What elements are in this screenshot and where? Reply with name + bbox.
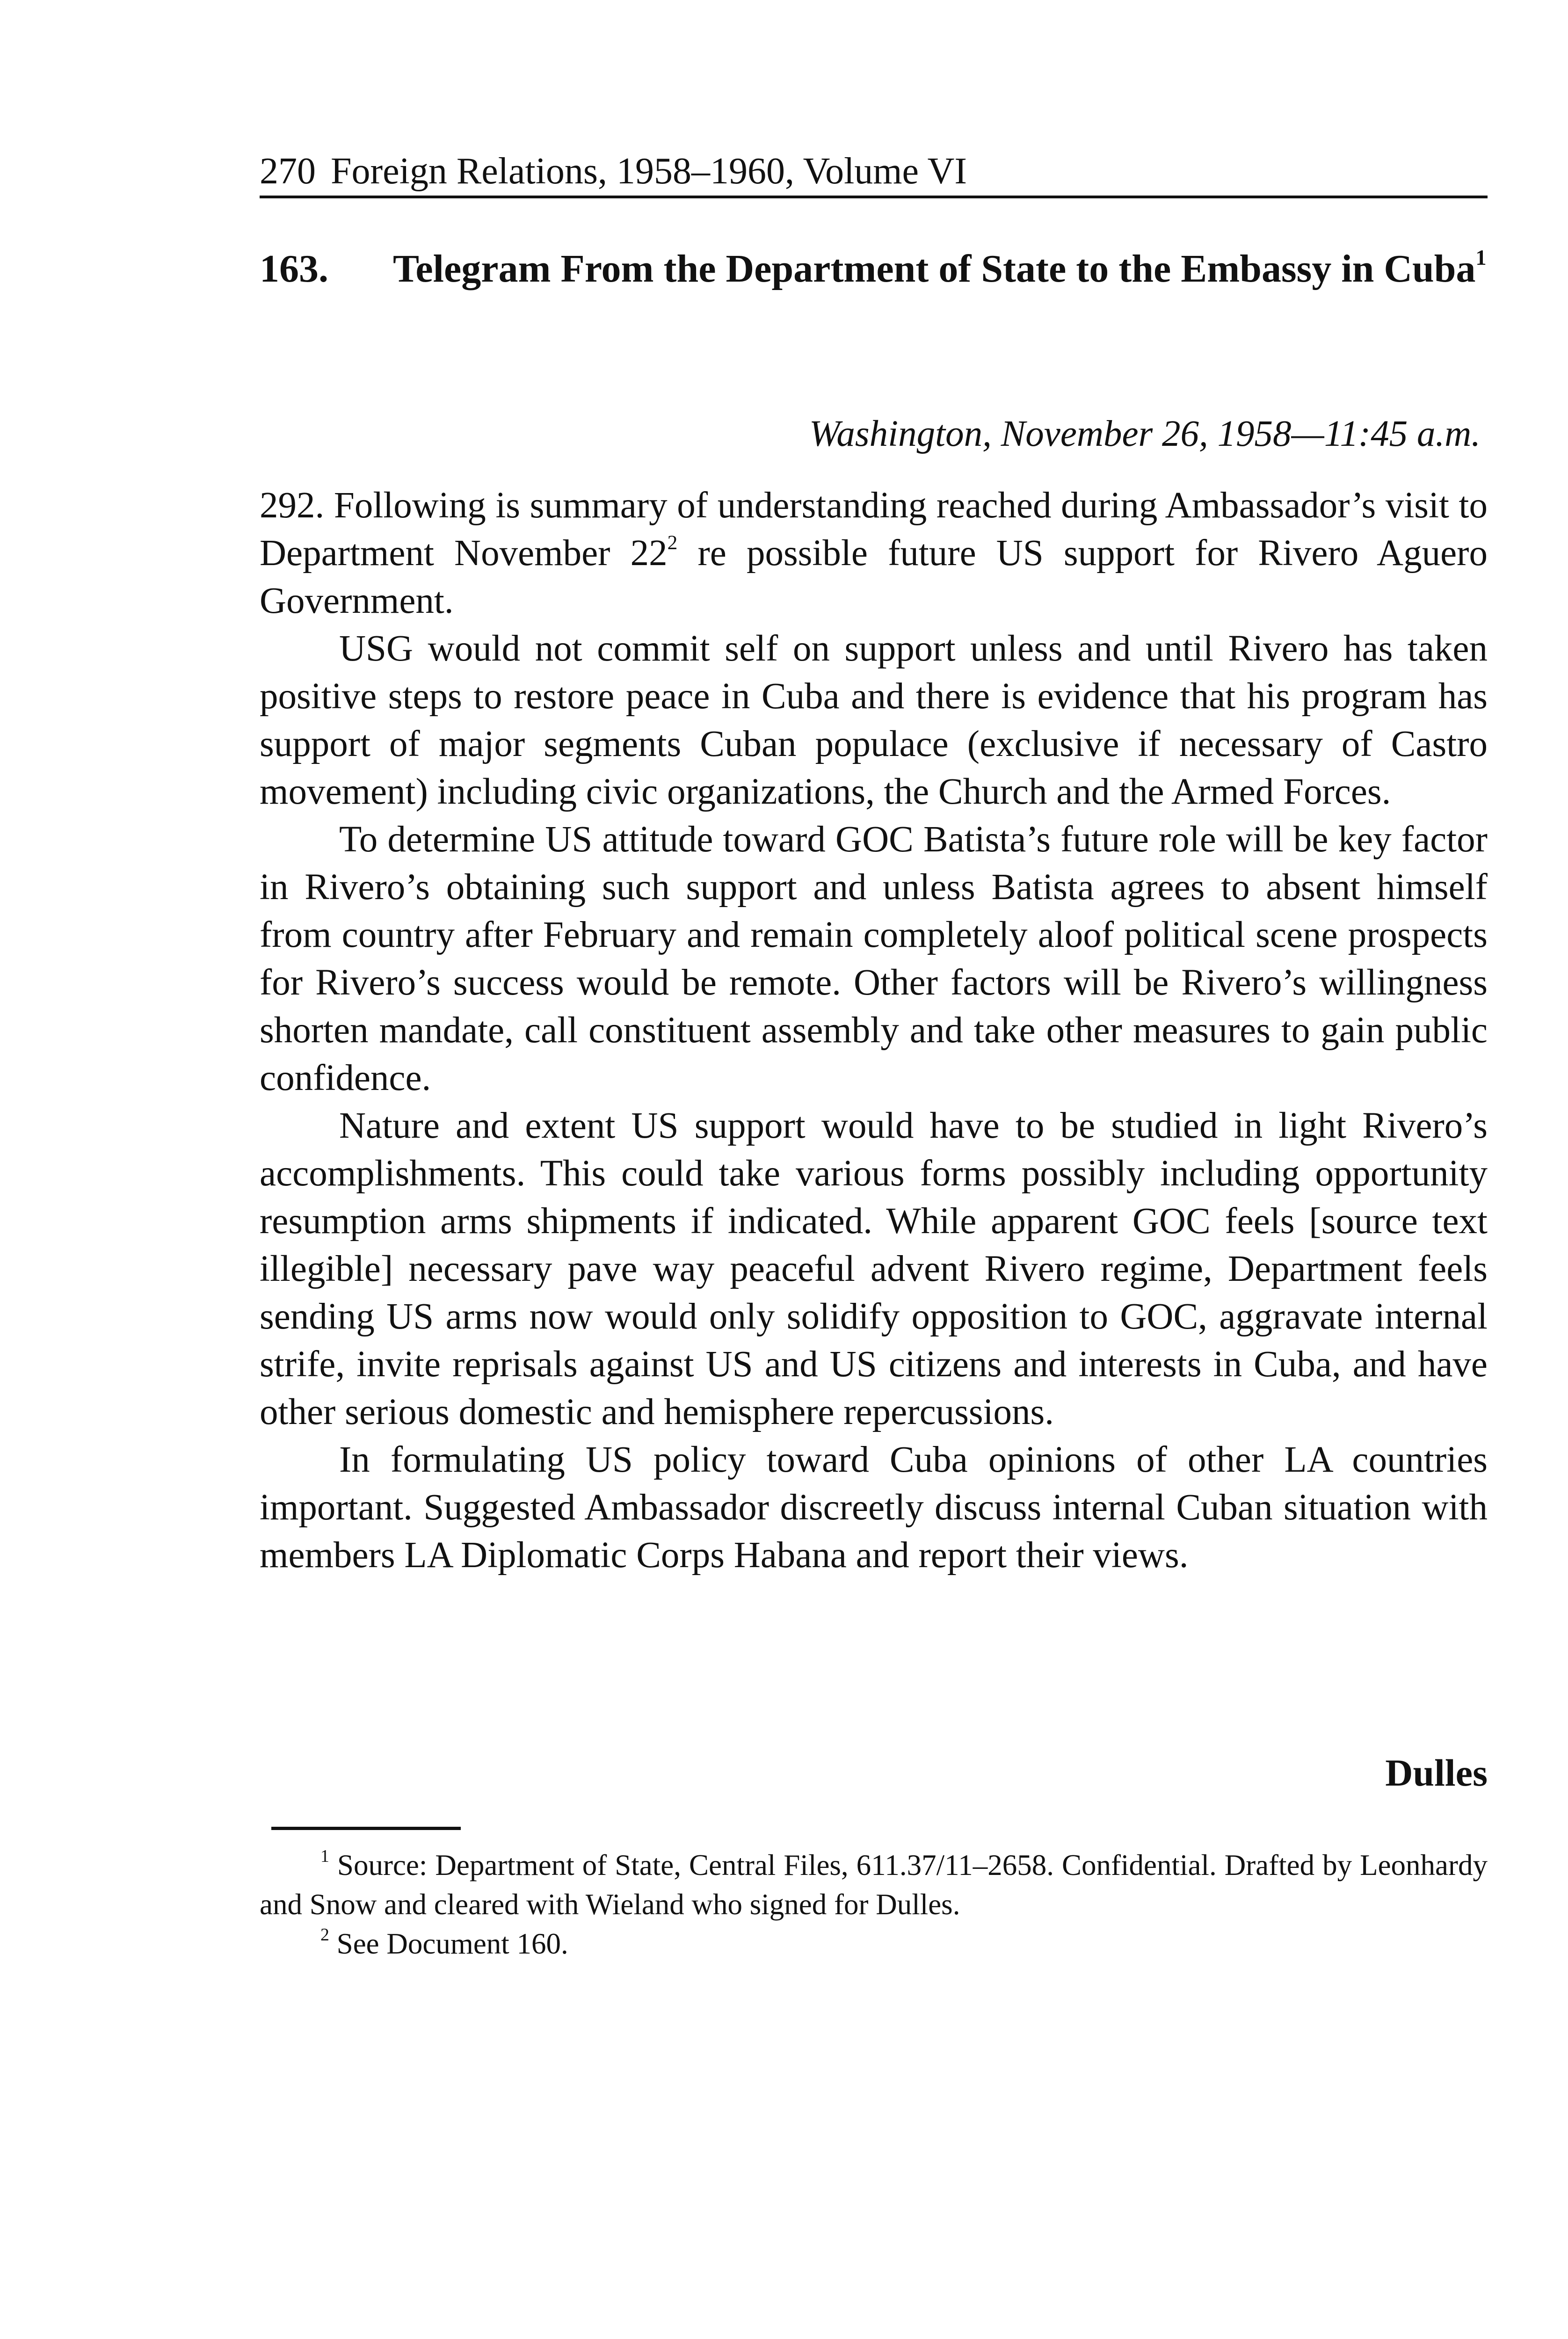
signature: Dulles	[1385, 1751, 1488, 1794]
document-title: Telegram From the Department of State to the Embassy in Cuba	[393, 247, 1476, 291]
running-head	[260, 149, 1488, 194]
footnote-1-text: Source: Department of State, Central Files, 611.37/11–2658. Confidential. Drafted by Leonhardy and Snow and cleared with Wieland who signed for Dulles.	[260, 1849, 1488, 1921]
title-footnote-ref[interactable]: 1	[1475, 246, 1487, 270]
footnote-2-marker: 2	[320, 1925, 329, 1945]
footnote-1	[260, 1845, 1488, 1924]
paragraph-2: USG would not commit self on support unless and until Rivero has taken positive steps to restore peace in Cuba and there is evidence that his program has support of major segments Cuban populace (exclusive if necessary of Castro movement) including civic organizations, the Church and the Armed Forces.	[260, 628, 1488, 812]
volume-title: Foreign Relations, 1958–1960, Volume VI	[331, 151, 967, 192]
running-head-rule	[260, 196, 1488, 198]
footnote-rule	[271, 1827, 461, 1830]
footnote-1-marker: 1	[320, 1846, 329, 1867]
page-number: 270	[260, 151, 316, 192]
telegram-body	[260, 482, 1488, 1579]
footnote-2-text: See Document 160.	[329, 1927, 568, 1960]
document-number: 163.	[260, 247, 328, 291]
paragraph-1	[260, 482, 1488, 625]
document-heading	[260, 243, 1488, 295]
paragraph-4: Nature and extent US support would have to be studied in light Rivero’s accomplishments. This could take various forms possibly including opportunity resumption arms shipments if indicated. While apparent GOC feels [source text illegible] necessary pave way peaceful advent Rivero regime, Department feels sending US arms now would only solidify opposition to GOC, aggravate internal strife, invite reprisals against US and US citizens and interests in Cuba, and have other serious domestic and hemisphere repercussions.	[260, 1105, 1488, 1432]
paragraph-1-text-cont: re possible future US support for Rivero Aguero Government.	[260, 533, 1488, 621]
footnote-ref-2[interactable]: 2	[667, 531, 678, 554]
footnotes	[260, 1845, 1488, 1963]
paragraph-1-text: 292. Following is summary of understanding reached during Ambassador’s visit to Department November 22	[260, 485, 1488, 574]
paragraph-5: In formulating US policy toward Cuba opinions of other LA countries important. Suggested Ambassador discreetly discuss internal Cuban situation with members LA Diplomatic Corps Habana and report their views.	[260, 1439, 1488, 1576]
dateline: Washington, November 26, 1958—11:45 a.m.	[809, 414, 1481, 454]
footnote-2	[260, 1924, 1488, 1963]
paragraph-3: To determine US attitude toward GOC Batista’s future role will be key factor in Rivero’s obtaining such support and unless Batista agrees to absent himself from country after February and remain completely aloof political scene prospects for Rivero’s success would be remote. Other factors will be Rivero’s willingness shorten mandate, call constituent assembly and take other measures to gain public confidence.	[260, 819, 1488, 1098]
